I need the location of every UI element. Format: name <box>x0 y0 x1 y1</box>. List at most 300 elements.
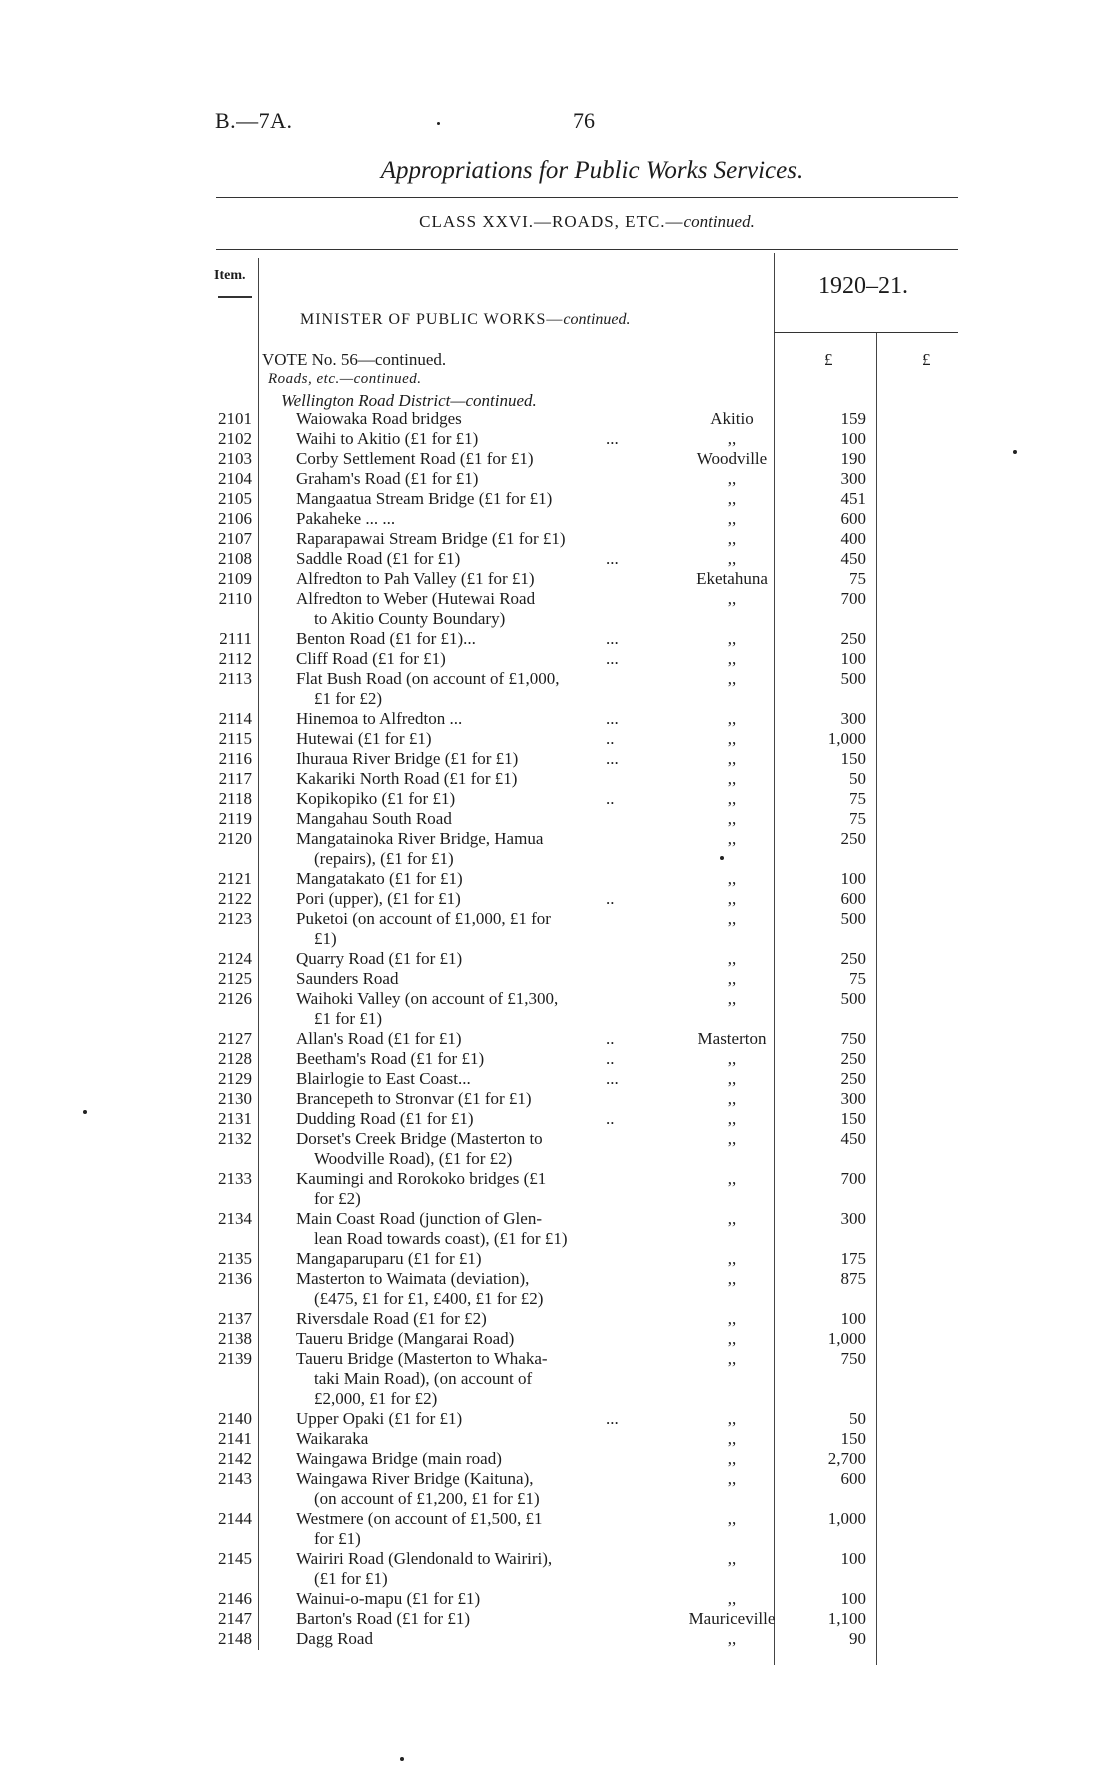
description-line: Pori (upper), (£1 for £1) <box>296 889 461 908</box>
item-number: 2128 <box>218 1049 252 1068</box>
description-line: Mangatainoka River Bridge, Hamua <box>296 829 544 848</box>
item-locality: ,, <box>727 669 737 688</box>
description-line: Benton Road (£1 for £1)... <box>296 629 476 648</box>
description-line: Kopikopiko (£1 for £1) <box>296 789 456 808</box>
description-line: taki Main Road), (on account of <box>314 1369 533 1388</box>
table-row <box>0 909 1114 949</box>
table-row <box>0 1309 1114 1329</box>
item-description <box>296 789 636 809</box>
leader-dots: ... <box>606 709 619 728</box>
item-locality: ,, <box>727 1629 737 1648</box>
item-amount: 700 <box>840 1169 866 1188</box>
description-line: for £1) <box>314 1529 361 1548</box>
item-number: 2121 <box>218 869 252 888</box>
item-description <box>296 589 636 629</box>
item-amount: 400 <box>840 529 866 548</box>
description-line: (£475, £1 for £1, £400, £1 for £2) <box>314 1289 544 1308</box>
description-line: Wainui-o-mapu (£1 for £1) <box>296 1589 481 1608</box>
item-locality: ,, <box>727 729 737 748</box>
item-amount: 75 <box>849 969 866 988</box>
description-line: lean Road towards coast), (£1 for £1) <box>314 1229 568 1248</box>
description-line: Wairiri Road (Glendonald to Wairiri), <box>296 1549 553 1568</box>
item-description <box>296 1209 636 1249</box>
table-row <box>0 1269 1114 1309</box>
item-number: 2132 <box>218 1129 252 1148</box>
currency-symbol-1: £ <box>824 350 833 369</box>
item-locality: Eketahuna <box>696 569 768 588</box>
item-description <box>296 1349 636 1409</box>
description-line: Mangaparuparu (£1 for £1) <box>296 1249 482 1268</box>
description-line: Taueru Bridge (Mangarai Road) <box>296 1329 515 1348</box>
item-locality: ,, <box>727 749 737 768</box>
item-description <box>296 769 636 789</box>
leader-dots: ... <box>606 649 619 668</box>
class-title <box>0 212 1114 232</box>
item-amount: 451 <box>840 489 866 508</box>
appropriation-rows <box>0 409 1114 1649</box>
item-locality: Akitio <box>710 409 754 428</box>
description-line: Barton's Road (£1 for £1) <box>296 1609 470 1628</box>
item-locality: ,, <box>727 709 737 728</box>
leader-dots: ... <box>606 429 619 448</box>
item-number: 2114 <box>218 709 252 728</box>
table-row <box>0 789 1114 809</box>
item-locality: ,, <box>727 1549 737 1568</box>
table-row <box>0 709 1114 729</box>
description-line: £1 for £2) <box>314 689 382 708</box>
item-amount: 1,000 <box>827 729 866 748</box>
description-line: Dagg Road <box>296 1629 373 1648</box>
item-number: 2101 <box>218 409 252 428</box>
description-line: Alfredton to Pah Valley (£1 for £1) <box>296 569 535 588</box>
item-amount: 100 <box>840 429 866 448</box>
item-description <box>296 629 636 649</box>
item-amount: 100 <box>840 1309 866 1328</box>
description-line: Kaumingi and Rorokoko bridges (£1 <box>296 1169 547 1188</box>
item-amount: 190 <box>840 449 866 468</box>
item-description <box>296 1269 636 1309</box>
item-locality: ,, <box>727 989 737 1008</box>
item-amount: 50 <box>849 769 866 788</box>
item-amount: 300 <box>840 1209 866 1228</box>
item-number: 2131 <box>218 1109 252 1128</box>
item-locality: ,, <box>727 1589 737 1608</box>
table-row <box>0 769 1114 789</box>
item-amount: 75 <box>849 569 866 588</box>
item-amount: 150 <box>840 749 866 768</box>
table-row <box>0 1589 1114 1609</box>
item-locality: ,, <box>727 949 737 968</box>
description-line: £2,000, £1 for £2) <box>314 1389 438 1408</box>
description-line: to Akitio County Boundary) <box>314 609 506 628</box>
item-number: 2105 <box>218 489 252 508</box>
item-description <box>296 1549 636 1589</box>
item-description <box>296 469 636 489</box>
description-line: Main Coast Road (junction of Glen- <box>296 1209 542 1228</box>
item-locality: Mauriceville <box>688 1609 776 1628</box>
description-line: Brancepeth to Stronvar (£1 for £1) <box>296 1089 532 1108</box>
table-row <box>0 869 1114 889</box>
item-description <box>296 1249 636 1269</box>
item-amount: 500 <box>840 909 866 928</box>
table-row <box>0 469 1114 489</box>
leader-dots: .. <box>606 789 615 808</box>
description-line: Raparapawai Stream Bridge (£1 for £1) <box>296 529 566 548</box>
item-description <box>296 1629 636 1649</box>
item-locality: ,, <box>727 889 737 908</box>
table-row <box>0 1169 1114 1209</box>
item-locality: ,, <box>727 1209 737 1228</box>
item-locality: ,, <box>727 1269 737 1288</box>
item-description <box>296 869 636 889</box>
item-locality: ,, <box>727 649 737 668</box>
table-row <box>0 1549 1114 1589</box>
item-locality: ,, <box>727 1089 737 1108</box>
item-amount: 750 <box>840 1349 866 1368</box>
description-line: Hutewai (£1 for £1) <box>296 729 432 748</box>
item-locality: ,, <box>727 829 737 848</box>
table-row <box>0 1029 1114 1049</box>
item-description <box>296 1169 636 1209</box>
item-number: 2109 <box>218 569 252 588</box>
item-locality: ,, <box>727 1409 737 1428</box>
item-description <box>296 909 636 949</box>
item-amount: 250 <box>840 629 866 648</box>
item-description <box>296 649 636 669</box>
item-amount: 175 <box>840 1249 866 1268</box>
item-description <box>296 809 636 829</box>
item-locality: ,, <box>727 1329 737 1348</box>
item-description <box>296 1589 636 1609</box>
item-description <box>296 569 636 589</box>
item-amount: 300 <box>840 709 866 728</box>
table-row <box>0 989 1114 1029</box>
table-row <box>0 589 1114 629</box>
item-locality: ,, <box>727 1429 737 1448</box>
subhead-heading: Roads, etc.—continued. <box>268 371 422 387</box>
table-row <box>0 1609 1114 1629</box>
item-number: 2102 <box>218 429 252 448</box>
description-line: (£1 for £1) <box>314 1569 388 1588</box>
item-number: 2118 <box>218 789 252 808</box>
item-number: 2143 <box>218 1469 252 1488</box>
item-number: 2147 <box>218 1609 252 1628</box>
table-row <box>0 1349 1114 1409</box>
leader-dots: ... <box>606 549 619 568</box>
item-description <box>296 1029 636 1049</box>
item-locality: ,, <box>727 1249 737 1268</box>
minister-main: MINISTER OF PUBLIC WORKS— <box>300 311 564 328</box>
item-number: 2103 <box>218 449 252 468</box>
description-line: Mangahau South Road <box>296 809 452 828</box>
item-amount: 1,000 <box>827 1509 866 1528</box>
item-description <box>296 989 636 1029</box>
description-line: Mangaatua Stream Bridge (£1 for £1) <box>296 489 553 508</box>
item-amount: 250 <box>840 829 866 848</box>
item-description <box>296 509 636 529</box>
item-number: 2112 <box>218 649 252 668</box>
item-number: 2140 <box>218 1409 252 1428</box>
table-row <box>0 649 1114 669</box>
table-row <box>0 429 1114 449</box>
item-description <box>296 729 636 749</box>
table-row <box>0 1209 1114 1249</box>
item-amount: 250 <box>840 949 866 968</box>
description-line: Allan's Road (£1 for £1) <box>296 1029 462 1048</box>
table-row <box>0 1089 1114 1109</box>
item-amount: 100 <box>840 1589 866 1608</box>
item-amount: 150 <box>840 1429 866 1448</box>
item-amount: 600 <box>840 889 866 908</box>
item-header-underline <box>218 296 252 298</box>
item-description <box>296 449 636 469</box>
item-number: 2116 <box>218 749 252 768</box>
table-row <box>0 549 1114 569</box>
item-number: 2141 <box>218 1429 252 1448</box>
table-row <box>0 629 1114 649</box>
item-locality: ,, <box>727 769 737 788</box>
item-description <box>296 969 636 989</box>
class-title-italic: continued. <box>683 212 755 231</box>
item-amount: 75 <box>849 789 866 808</box>
description-line: Kakariki North Road (£1 for £1) <box>296 769 518 788</box>
table-row <box>0 1129 1114 1169</box>
table-row <box>0 569 1114 589</box>
item-description <box>296 429 636 449</box>
table-row <box>0 889 1114 909</box>
item-description <box>296 1429 636 1449</box>
currency-symbol-2: £ <box>922 350 931 369</box>
description-line: Westmere (on account of £1,500, £1 <box>296 1509 543 1528</box>
table-row <box>0 1429 1114 1449</box>
title-rule <box>216 197 958 198</box>
item-number: 2148 <box>218 1629 252 1648</box>
item-description <box>296 749 636 769</box>
item-description <box>296 1329 636 1349</box>
description-line: Riversdale Road (£1 for £2) <box>296 1309 487 1328</box>
item-amount: 250 <box>840 1049 866 1068</box>
item-locality: ,, <box>727 549 737 568</box>
item-locality: ,, <box>727 1469 737 1488</box>
item-locality: ,, <box>727 1509 737 1528</box>
minister-italic: continued. <box>563 311 631 328</box>
item-description <box>296 489 636 509</box>
table-row <box>0 1409 1114 1429</box>
item-description <box>296 1089 636 1109</box>
item-number: 2139 <box>218 1349 252 1368</box>
page-number: 76 <box>573 108 595 133</box>
description-line: Waingawa Bridge (main road) <box>296 1449 502 1468</box>
item-number: 2110 <box>218 589 252 608</box>
vote-heading: VOTE No. 56—continued. <box>262 350 447 369</box>
item-number: 2138 <box>218 1329 252 1348</box>
item-locality: ,, <box>727 1129 737 1148</box>
item-number: 2111 <box>219 629 252 648</box>
description-line: Dorset's Creek Bridge (Masterton to <box>296 1129 543 1148</box>
item-amount: 500 <box>840 989 866 1008</box>
item-description <box>296 1449 636 1469</box>
description-line: Masterton to Waimata (deviation), <box>296 1269 530 1288</box>
item-amount: 450 <box>840 1129 866 1148</box>
item-locality: ,, <box>727 789 737 808</box>
item-amount: 100 <box>840 869 866 888</box>
item-amount: 90 <box>849 1629 866 1648</box>
leader-dots: ... <box>606 1069 619 1088</box>
item-number: 2104 <box>218 469 252 488</box>
table-row <box>0 509 1114 529</box>
description-line: £1 for £1) <box>314 1009 382 1028</box>
description-line: Alfredton to Weber (Hutewai Road <box>296 589 536 608</box>
leader-dots: ... <box>606 1409 619 1428</box>
minister-heading <box>300 311 631 329</box>
description-line: Woodville Road), (£1 for £2) <box>314 1149 513 1168</box>
table-row <box>0 729 1114 749</box>
item-description <box>296 709 636 729</box>
item-description <box>296 1109 636 1129</box>
item-description <box>296 409 636 429</box>
class-title-main: CLASS XXVI.—ROADS, ETC.— <box>419 212 684 231</box>
item-locality: ,, <box>727 1109 737 1128</box>
table-row <box>0 809 1114 829</box>
item-locality: ,, <box>727 1049 737 1068</box>
item-number: 2134 <box>218 1209 252 1228</box>
table-row <box>0 1629 1114 1649</box>
description-line: Puketoi (on account of £1,000, £1 for <box>296 909 551 928</box>
item-amount: 1,100 <box>827 1609 866 1628</box>
item-description <box>296 1509 636 1549</box>
leader-dots: ... <box>606 629 619 648</box>
item-description <box>296 949 636 969</box>
item-amount: 500 <box>840 669 866 688</box>
item-number: 2106 <box>218 509 252 528</box>
description-line: Beetham's Road (£1 for £1) <box>296 1049 485 1068</box>
description-line: Waikaraka <box>296 1429 369 1448</box>
margin-mark <box>400 1757 404 1761</box>
item-description <box>296 549 636 569</box>
table-row <box>0 1249 1114 1269</box>
table-row <box>0 409 1114 429</box>
description-line: Hinemoa to Alfredton ... <box>296 709 463 728</box>
item-locality: ,, <box>727 1069 737 1088</box>
item-number: 2122 <box>218 889 252 908</box>
item-number: 2123 <box>218 909 252 928</box>
item-locality: Woodville <box>696 449 768 468</box>
leader-dots: .. <box>606 889 615 908</box>
item-number: 2133 <box>218 1169 252 1188</box>
description-line: Taueru Bridge (Masterton to Whaka- <box>296 1349 548 1368</box>
description-line: Waihi to Akitio (£1 for £1) <box>296 429 479 448</box>
item-amount: 100 <box>840 649 866 668</box>
description-line: Waingawa River Bridge (Kaituna), <box>296 1469 534 1488</box>
table-row <box>0 669 1114 709</box>
item-number: 2126 <box>218 989 252 1008</box>
item-locality: ,, <box>727 469 737 488</box>
item-description <box>296 1609 636 1629</box>
item-amount: 700 <box>840 589 866 608</box>
item-locality: ,, <box>727 1309 737 1328</box>
item-amount: 150 <box>840 1109 866 1128</box>
item-number: 2136 <box>218 1269 252 1288</box>
item-amount: 1,000 <box>827 1329 866 1348</box>
item-amount: 300 <box>840 469 866 488</box>
item-locality: ,, <box>727 529 737 548</box>
table-row <box>0 1449 1114 1469</box>
document-reference: B.—7A. <box>215 108 293 133</box>
item-amount: 875 <box>840 1269 866 1288</box>
description-line: Graham's Road (£1 for £1) <box>296 469 479 488</box>
description-line: (repairs), (£1 for £1) <box>314 849 454 868</box>
item-locality: Masterton <box>697 1029 767 1048</box>
item-locality: ,, <box>727 489 737 508</box>
table-row <box>0 949 1114 969</box>
item-description <box>296 1469 636 1509</box>
table-row <box>0 1329 1114 1349</box>
leader-dots: .. <box>606 1029 615 1048</box>
leader-dots: .. <box>606 1049 615 1068</box>
item-amount: 600 <box>840 509 866 528</box>
item-amount: 600 <box>840 1469 866 1488</box>
table-top-rule <box>216 249 958 250</box>
item-number: 2129 <box>218 1069 252 1088</box>
item-amount: 159 <box>840 409 866 428</box>
item-description <box>296 1129 636 1169</box>
item-amount: 300 <box>840 1089 866 1108</box>
item-number: 2108 <box>218 549 252 568</box>
year-header: 1920–21. <box>818 273 908 299</box>
item-number: 2142 <box>218 1449 252 1468</box>
item-number: 2125 <box>218 969 252 988</box>
item-number: 2130 <box>218 1089 252 1108</box>
year-header-rule <box>774 332 958 333</box>
district-heading: Wellington Road District—continued. <box>281 391 537 410</box>
item-number: 2146 <box>218 1589 252 1608</box>
description-line: £1) <box>314 929 337 948</box>
description-line: Dudding Road (£1 for £1) <box>296 1109 474 1128</box>
item-number: 2127 <box>218 1029 252 1048</box>
description-line: Corby Settlement Road (£1 for £1) <box>296 449 534 468</box>
item-number: 2120 <box>218 829 252 848</box>
item-description <box>296 1409 636 1429</box>
table-row <box>0 1069 1114 1089</box>
item-locality: ,, <box>727 1449 737 1468</box>
item-locality: ,, <box>727 1169 737 1188</box>
item-locality: ,, <box>727 869 737 888</box>
table-row <box>0 529 1114 549</box>
table-row <box>0 1469 1114 1509</box>
leader-dots: .. <box>606 1109 615 1128</box>
description-line: Blairlogie to East Coast... <box>296 1069 471 1088</box>
description-line: Quarry Road (£1 for £1) <box>296 949 463 968</box>
margin-mark <box>437 122 440 125</box>
description-line: Upper Opaki (£1 for £1) <box>296 1409 463 1428</box>
item-number: 2107 <box>218 529 252 548</box>
item-number: 2144 <box>218 1509 252 1528</box>
table-row <box>0 1049 1114 1069</box>
table-row <box>0 749 1114 769</box>
item-amount: 750 <box>840 1029 866 1048</box>
table-row <box>0 489 1114 509</box>
description-line: Pakaheke ... ... <box>296 509 396 528</box>
item-description <box>296 829 636 869</box>
item-number: 2113 <box>218 669 252 688</box>
table-row <box>0 969 1114 989</box>
description-line: Flat Bush Road (on account of £1,000, <box>296 669 560 688</box>
item-description <box>296 1049 636 1069</box>
item-locality: ,, <box>727 509 737 528</box>
item-locality: ,, <box>727 969 737 988</box>
table-row <box>0 449 1114 469</box>
description-line: Cliff Road (£1 for £1) <box>296 649 446 668</box>
